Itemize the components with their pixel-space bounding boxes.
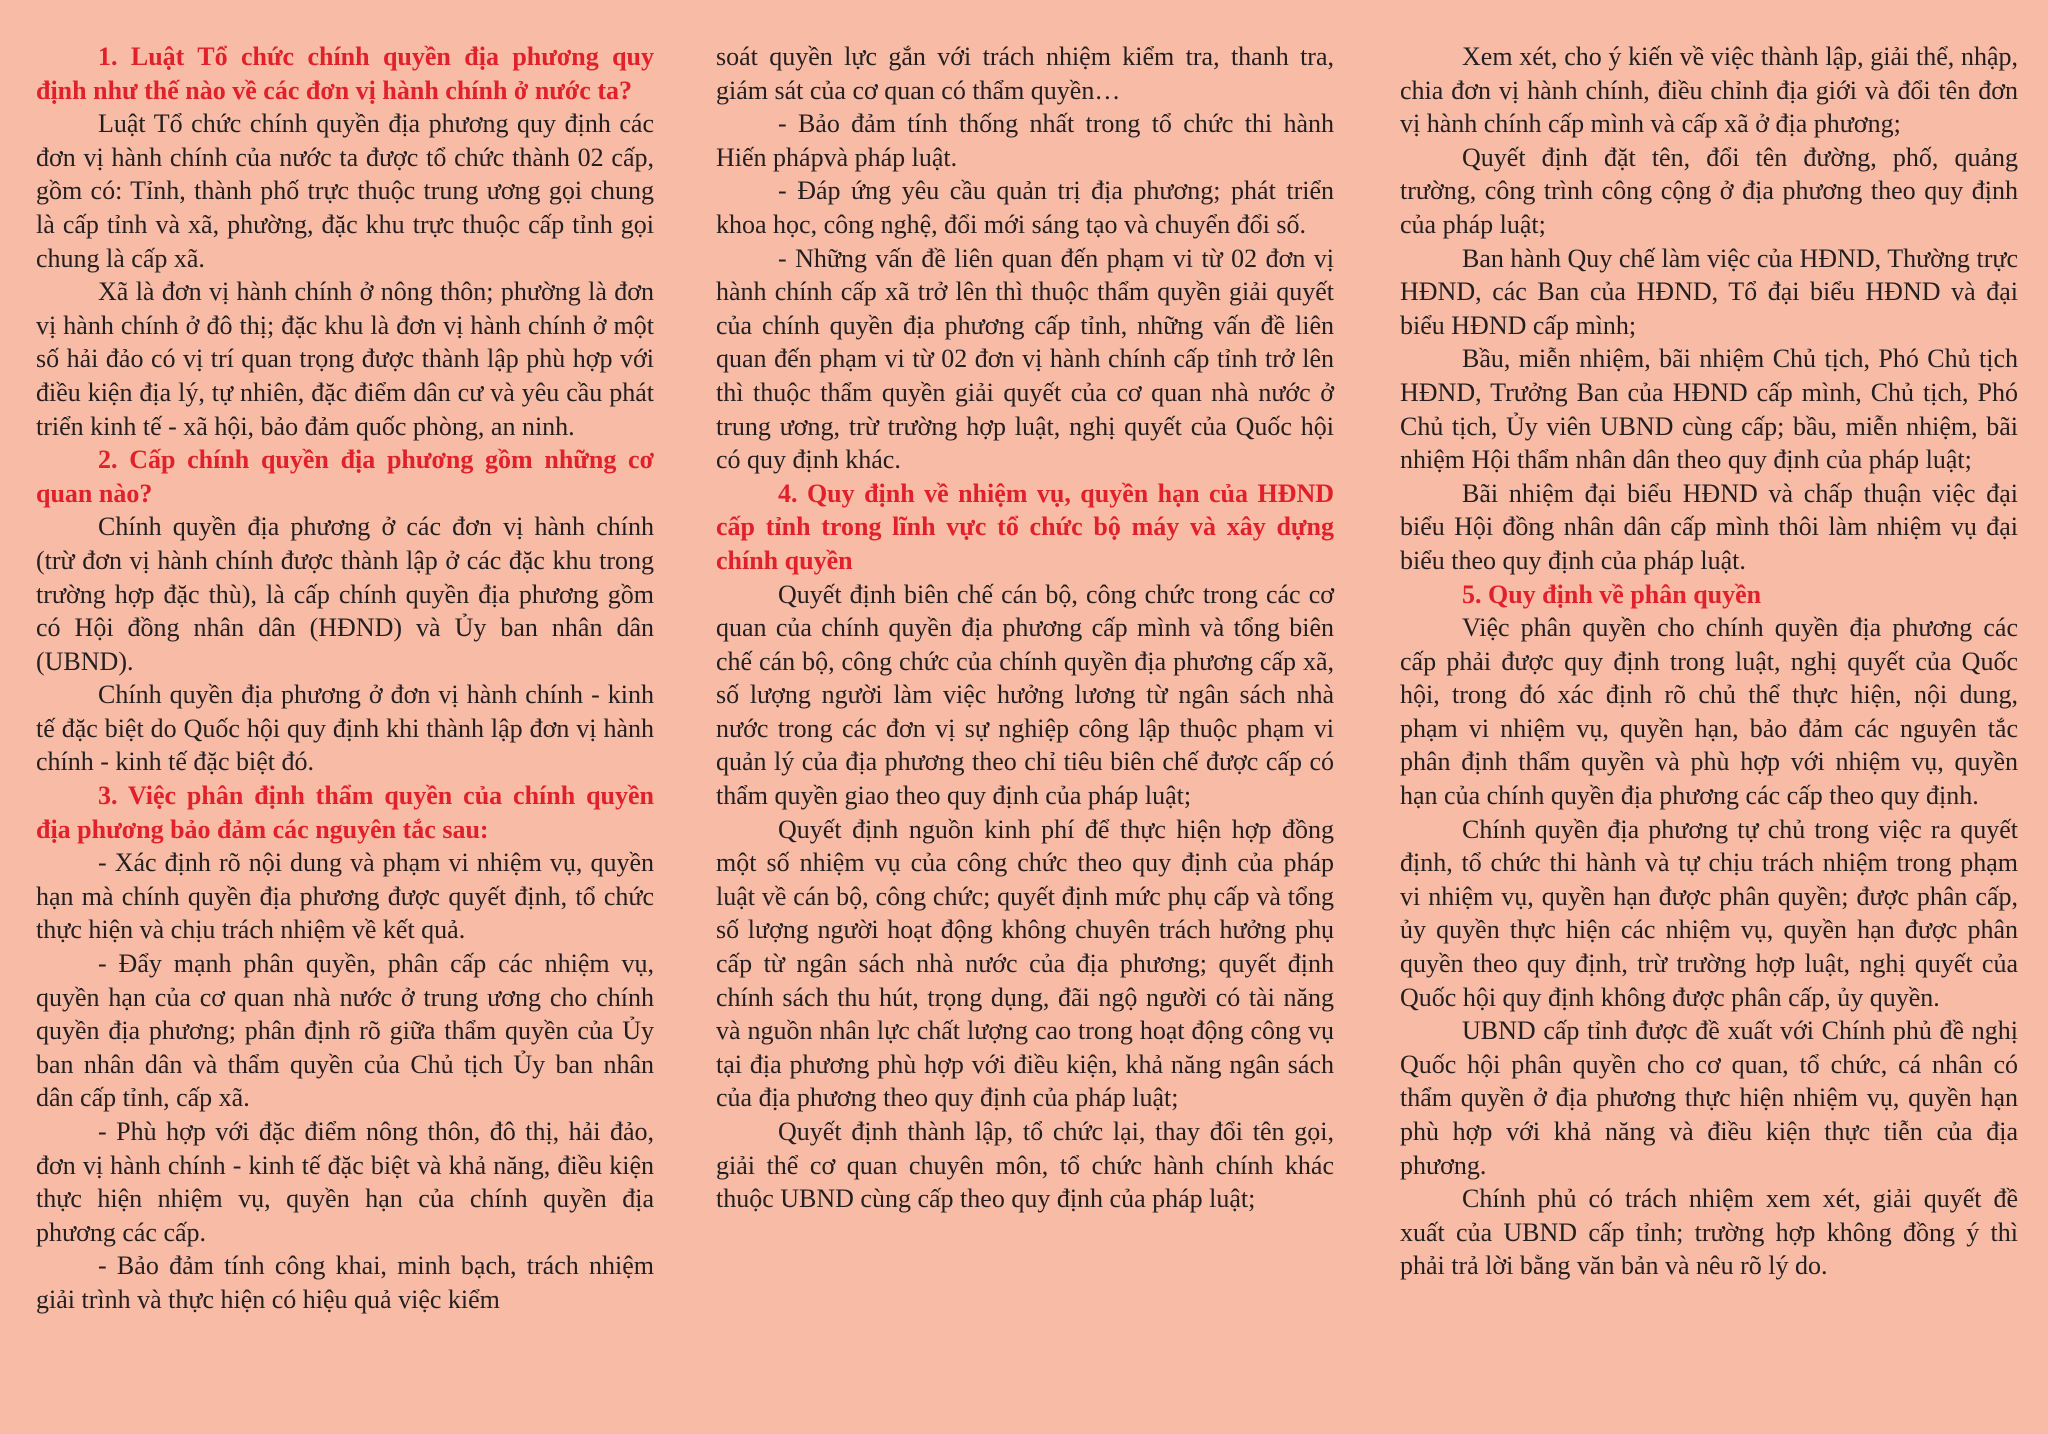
column-2 [716, 40, 1334, 1216]
paragraph: Quyết định thành lập, tổ chức lại, thay đổi tên gọi, giải thể cơ quan chuyên môn, tổ chức hành chính khác thuộc UBND cùng cấp theo quy định của pháp luật; [716, 1117, 1334, 1214]
section-2-heading: 2. Cấp chính quyền địa phương gồm những cơ quan nào? [36, 445, 654, 508]
principle-item: - Phù hợp với đặc điểm nông thôn, đô thị, hải đảo, đơn vị hành chính - kinh tế đặc biệt và khả năng, điều kiện thực hiện nhiệm vụ, quyền hạn của chính quyền địa phương các cấp. [36, 1117, 654, 1247]
principle-item: - Bảo đảm tính thống nhất trong tổ chức thi hành Hiến phápvà pháp luật. [716, 109, 1334, 172]
paragraph: Quyết định nguồn kinh phí để thực hiện hợp đồng một số nhiệm vụ của công chức theo quy định của pháp luật về cán bộ, công chức; quyết định mức phụ cấp và tổng số lượng người hoạt động không chuyên trách hưởng phụ cấp từ ngân sách nhà nước của địa phương; quyết định chính sách thu hút, trọng dụng, đãi ngộ người có tài năng và nguồn nhân lực chất lượng cao trong hoạt động công vụ tại địa phương phù hợp với điều kiện, khả năng ngân sách của địa phương theo quy định của pháp luật; [716, 814, 1334, 1113]
paragraph: Việc phân quyền cho chính quyền địa phương các cấp phải được quy định trong luật, nghị quyết của Quốc hội, trong đó xác định rõ chủ thể thực hiện, nội dung, phạm vi nhiệm vụ, quyền hạn, bảo đảm các nguyên tắc phân định thẩm quyền và phù hợp với nhiệm vụ, quyền hạn của chính quyền địa phương các cấp theo quy định. [1400, 613, 2018, 811]
paragraph: Chính quyền địa phương ở đơn vị hành chính - kinh tế đặc biệt do Quốc hội quy định khi thành lập đơn vị hành chính - kinh tế đặc biệt đó. [36, 680, 654, 777]
principle-item: - Những vấn đề liên quan đến phạm vi từ 02 đơn vị hành chính cấp xã trở lên thì thuộc thẩm quyền giải quyết của chính quyền địa phương cấp tỉnh, những vấn đề liên quan đến phạm vi từ 02 đơn vị hành chính cấp tỉnh trở lên thì thuộc thẩm quyền giải quyết của cơ quan nhà nước ở trung ương, trừ trường hợp luật, nghị quyết của Quốc hội có quy định khác. [716, 243, 1334, 475]
paragraph: Chính quyền địa phương ở các đơn vị hành chính (trừ đơn vị hành chính được thành lập ở các đặc khu trong trường hợp đặc thù), là cấp chính quyền địa phương gồm có Hội đồng nhân dân (HĐND) và Ủy ban nhân dân (UBND). [36, 512, 654, 676]
paragraph: UBND cấp tỉnh được đề xuất với Chính phủ đề nghị Quốc hội phân quyền cho cơ quan, tổ chức, cá nhân có thẩm quyền ở địa phương thực hiện nhiệm vụ, quyền hạn phù hợp với khả năng và điều kiện thực tiễn của địa phương. [1400, 1016, 2018, 1180]
section-3-heading: 3. Việc phân định thẩm quyền của chính quyền địa phương bảo đảm các nguyên tắc sau: [36, 781, 654, 844]
principle-item: - Xác định rõ nội dung và phạm vi nhiệm vụ, quyền hạn mà chính quyền địa phương được quyết định, tổ chức thực hiện và chịu trách nhiệm về kết quả. [36, 848, 654, 945]
paragraph: Chính quyền địa phương tự chủ trong việc ra quyết định, tổ chức thi hành và tự chịu trách nhiệm trong phạm vi nhiệm vụ, quyền hạn được phân quyền; được phân cấp, ủy quyền thực hiện các nhiệm vụ, quyền hạn được phân quyền theo quy định, trừ trường hợp luật, nghị quyết của Quốc hội quy định không được phân cấp, ủy quyền. [1400, 814, 2018, 1012]
paragraph-continuation: soát quyền lực gắn với trách nhiệm kiểm tra, thanh tra, giám sát của cơ quan có thẩm quyền… [716, 42, 1334, 105]
section-1-heading: 1. Luật Tổ chức chính quyền địa phương quy định như thế nào về các đơn vị hành chính ở nước ta? [36, 42, 654, 105]
section-4-heading: 4. Quy định về nhiệm vụ, quyền hạn của HĐND cấp tỉnh trong lĩnh vực tổ chức bộ máy và xây dựng chính quyền [716, 478, 1334, 575]
paragraph: Ban hành Quy chế làm việc của HĐND, Thường trực HĐND, các Ban của HĐND, Tổ đại biểu HĐND và đại biểu HĐND cấp mình; [1400, 243, 2018, 340]
paragraph: Bãi nhiệm đại biểu HĐND và chấp thuận việc đại biểu Hội đồng nhân dân cấp mình thôi làm nhiệm vụ đại biểu theo quy định của pháp luật. [1400, 478, 2018, 575]
paragraph: Xem xét, cho ý kiến về việc thành lập, giải thể, nhập, chia đơn vị hành chính, điều chỉnh địa giới và đổi tên đơn vị hành chính cấp mình và cấp xã ở địa phương; [1400, 42, 2018, 139]
principle-item: - Bảo đảm tính công khai, minh bạch, trách nhiệm giải trình và thực hiện có hiệu quả việc kiểm [36, 1251, 654, 1314]
paragraph: Quyết định biên chế cán bộ, công chức trong các cơ quan của chính quyền địa phương cấp mình và tổng biên chế cán bộ, công chức của chính quyền địa phương cấp xã, số lượng người làm việc hưởng lương từ ngân sách nhà nước trong các đơn vị sự nghiệp công lập thuộc phạm vi quản lý của địa phương theo chỉ tiêu biên chế được cấp có thẩm quyền giao theo quy định của pháp luật; [716, 579, 1334, 811]
paragraph: Xã là đơn vị hành chính ở nông thôn; phường là đơn vị hành chính ở đô thị; đặc khu là đơn vị hành chính ở một số hải đảo có vị trí quan trọng được thành lập phù hợp với điều kiện địa lý, tự nhiên, đặc điểm dân cư và yêu cầu phát triển kinh tế - xã hội, bảo đảm quốc phòng, an ninh. [36, 277, 654, 441]
paragraph: Luật Tổ chức chính quyền địa phương quy định các đơn vị hành chính của nước ta được tổ chức thành 02 cấp, gồm có: Tỉnh, thành phố trực thuộc trung ương gọi chung là cấp tỉnh và xã, phường, đặc khu trực thuộc cấp tỉnh gọi chung là cấp xã. [36, 109, 654, 273]
column-3 [1400, 40, 2018, 1283]
paragraph: Quyết định đặt tên, đổi tên đường, phố, quảng trường, công trình công cộng ở địa phương theo quy định của pháp luật; [1400, 142, 2018, 239]
section-5-heading: 5. Quy định về phân quyền [1462, 579, 1762, 609]
column-1 [36, 40, 654, 1317]
principle-item: - Đẩy mạnh phân quyền, phân cấp các nhiệm vụ, quyền hạn của cơ quan nhà nước ở trung ương cho chính quyền địa phương; phân định rõ giữa thẩm quyền của Ủy ban nhân dân và thẩm quyền của Chủ tịch Ủy ban nhân dân cấp tỉnh, cấp xã. [36, 949, 654, 1113]
principle-item: - Đáp ứng yêu cầu quản trị địa phương; phát triển khoa học, công nghệ, đổi mới sáng tạo và chuyển đổi số. [716, 176, 1334, 239]
paragraph: Chính phủ có trách nhiệm xem xét, giải quyết đề xuất của UBND cấp tỉnh; trường hợp không đồng ý thì phải trả lời bằng văn bản và nêu rõ lý do. [1400, 1184, 2018, 1281]
paragraph: Bầu, miễn nhiệm, bãi nhiệm Chủ tịch, Phó Chủ tịch HĐND, Trưởng Ban của HĐND cấp mình, Chủ tịch, Phó Chủ tịch, Ủy viên UBND cùng cấp; bầu, miễn nhiệm, bãi nhiệm Hội thẩm nhân dân theo quy định của pháp luật; [1400, 344, 2018, 475]
